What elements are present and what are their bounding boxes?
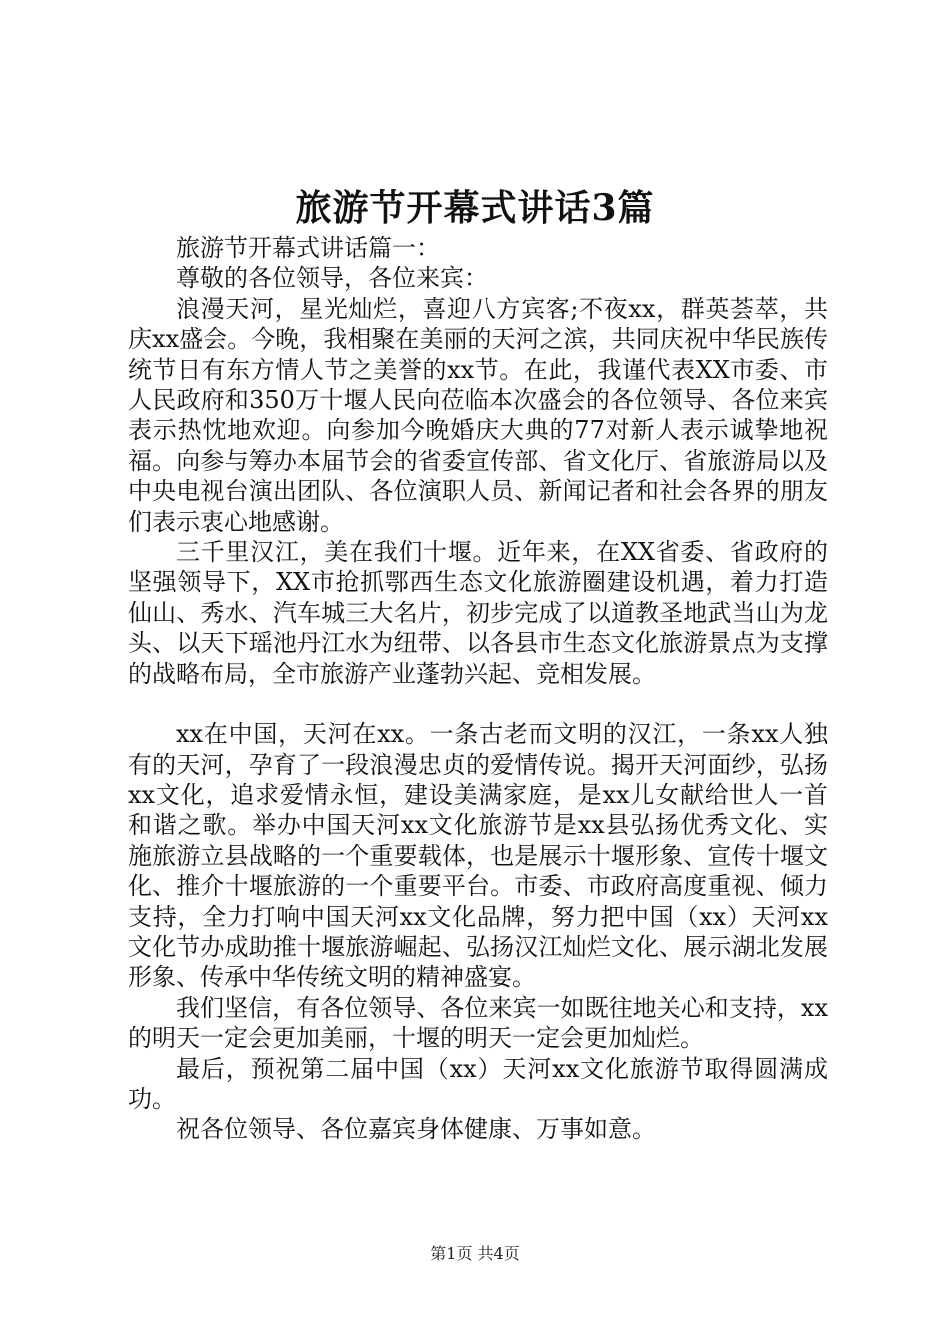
body-paragraph: xx在中国，天河在xx。一条古老而文明的汉江，一条xx人独有的天河，孕育了一段浪漫忠贞的爱情传说。揭开天河面纱，弘扬xx文化，追求爱情永恒，建设美满家庭，是xx儿女献给世人一首和谐之歌。举办中国天河xx文化旅游节是xx县弘扬优秀文化、实施旅游立县战略的一个重要载体，也是展示十堰形象、宣传十堰文化、推介十堰旅游的一个重要平台。市委、市政府高度重视、倾力支持，全力打响中国天河xx文化品牌，努力把中国（xx）天河xx文化节办成助推十堰旅游崛起、弘扬汉江灿烂文化、展示湖北发展形象、传承中华传统文明的精神盛宴。 bbox=[128, 720, 828, 992]
body-paragraph: 三千里汉江，美在我们十堰。近年来，在XX省委、省政府的坚强领导下，XX市抢抓鄂西生态文化旅游圈建设机遇，着力打造仙山、秀水、汽车城三大名片，初步完成了以道教圣地武当山为龙头、以天下瑶池丹江水为纽带、以各县市生态文化旅游景点为支撑的战略布局，全市旅游产业蓬勃兴起、竞相发展。 bbox=[128, 538, 828, 688]
body-paragraph: 最后，预祝第二届中国（xx）天河xx文化旅游节取得圆满成功。 bbox=[128, 1054, 828, 1113]
page-footer bbox=[0, 1244, 950, 1264]
body-paragraph: 浪漫天河，星光灿烂，喜迎八方宾客;不夜xx，群英荟萃，共庆xx盛会。今晚，我相聚在美丽的天河之滨，共同庆祝中华民族传统节日有东方情人节之美誉的xx节。在此，我谨代表XX市委、市人民政府和350万十堰人民向莅临本次盛会的各位领导、各位来宾表示热忱地欢迎。向参加今晚婚庆大典的77对新人表示诚挚地祝福。向参与筹办本届节会的省委宣传部、省文化厅、省旅游局以及中央电视台演出团队、各位演职人员、新闻记者和社会各界的朋友们表示衷心地感谢。 bbox=[128, 294, 828, 536]
salutation: 尊敬的各位领导，各位来宾： bbox=[176, 264, 488, 293]
closing-paragraph: 祝各位领导、各位嘉宾身体健康、万事如意。 bbox=[176, 1115, 656, 1144]
page-indicator: 第1页 共4页 bbox=[430, 1244, 520, 1263]
document-body bbox=[128, 233, 828, 1145]
document-title: 旅游节开幕式讲话3篇 bbox=[295, 187, 655, 229]
section-heading: 旅游节开幕式讲话篇一： bbox=[176, 234, 440, 262]
body-paragraph: 我们坚信，有各位领导、各位来宾一如既往地关心和支持，xx的明天一定会更加美丽，十堰的明天一定会更加灿烂。 bbox=[128, 993, 828, 1053]
